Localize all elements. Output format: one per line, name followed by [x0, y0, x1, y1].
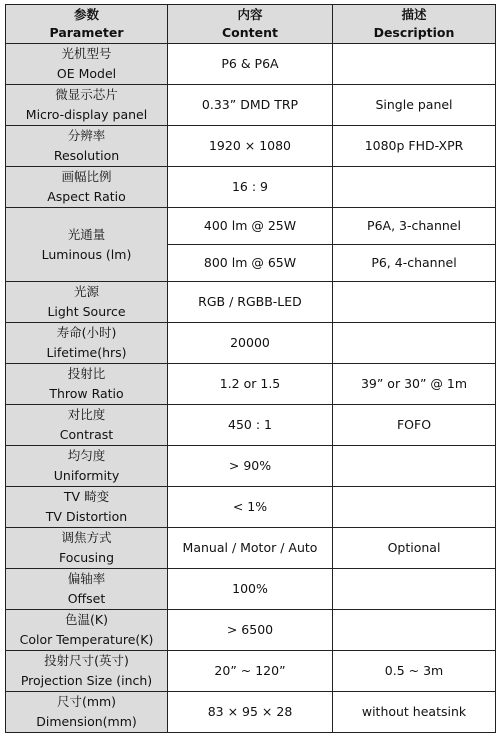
header-content-cn: 内容: [237, 7, 263, 22]
param-cn: 光源: [73, 284, 99, 299]
param-cn: 投射尺寸(英寸): [44, 653, 129, 668]
description-cell: [333, 167, 496, 208]
table-row: [6, 446, 496, 487]
param-en: Resolution: [53, 148, 120, 163]
content-cell: P6 & P6A: [168, 44, 333, 85]
content-cell: RGB / RGBB-LED: [168, 282, 333, 323]
table-row: [6, 487, 496, 528]
description-cell: Optional: [333, 528, 496, 569]
param-cn: 微显示芯片: [55, 87, 118, 102]
description-cell: [333, 282, 496, 323]
table-row: [6, 44, 496, 85]
content-cell: 800 lm @ 65W: [168, 245, 333, 282]
param-cn: 寿命(小时): [56, 325, 117, 340]
param-en: Throw Ratio: [49, 386, 124, 401]
table-row: [6, 282, 496, 323]
param-cn: TV 畸变: [63, 489, 110, 504]
param-cn: 调焦方式: [61, 530, 112, 545]
param-cn: 均匀度: [67, 448, 106, 463]
content-cell: < 1%: [168, 487, 333, 528]
param-cell: [6, 85, 168, 126]
param-en: Contrast: [59, 427, 114, 442]
param-cell: [6, 323, 168, 364]
content-cell: 20000: [168, 323, 333, 364]
content-cell: 16 : 9: [168, 167, 333, 208]
description-cell: [333, 446, 496, 487]
param-cell: [6, 446, 168, 487]
param-cn: 偏轴率: [67, 571, 106, 586]
param-en: Light Source: [47, 304, 126, 319]
content-cell: Manual / Motor / Auto: [168, 528, 333, 569]
table-row: [6, 569, 496, 610]
param-cell: [6, 692, 168, 733]
header-parameter-en: Parameter: [49, 25, 124, 40]
description-cell: 0.5 ~ 3m: [333, 651, 496, 692]
content-cell: 1920 × 1080: [168, 126, 333, 167]
table-row: [6, 167, 496, 208]
content-cell: > 90%: [168, 446, 333, 487]
table-header-row: [6, 5, 496, 44]
param-en: Lifetime(hrs): [46, 345, 127, 360]
param-cell: [6, 208, 168, 282]
param-cell: [6, 487, 168, 528]
description-cell: P6A, 3-channel: [333, 208, 496, 245]
header-description: [333, 5, 496, 44]
param-cn: 投射比: [67, 366, 106, 381]
header-content-en: Content: [222, 25, 278, 40]
description-cell: 39” or 30” @ 1m: [333, 364, 496, 405]
param-en: Dimension(mm): [36, 714, 137, 729]
param-cell: [6, 126, 168, 167]
content-cell: 1.2 or 1.5: [168, 364, 333, 405]
param-cn: 分辨率: [67, 128, 106, 143]
table-row: [6, 610, 496, 651]
param-en: Focusing: [58, 550, 115, 565]
header-description-cn: 描述: [401, 7, 427, 22]
param-cn: 尺寸(mm): [56, 694, 117, 709]
description-cell: 1080p FHD-XPR: [333, 126, 496, 167]
table-row: [6, 126, 496, 167]
content-cell: 20” ~ 120”: [168, 651, 333, 692]
content-cell: > 6500: [168, 610, 333, 651]
table-row: [6, 405, 496, 446]
param-cell: [6, 167, 168, 208]
table-row: [6, 692, 496, 733]
description-cell: [333, 44, 496, 85]
content-cell: 450 : 1: [168, 405, 333, 446]
table-row: [6, 85, 496, 126]
param-en: Offset: [67, 591, 106, 606]
description-cell: [333, 569, 496, 610]
description-cell: [333, 323, 496, 364]
table-row: [6, 528, 496, 569]
param-cell: [6, 569, 168, 610]
description-cell: without heatsink: [333, 692, 496, 733]
param-en: Color Temperature(K): [19, 632, 154, 647]
param-cell: [6, 651, 168, 692]
param-en: Aspect Ratio: [47, 189, 126, 204]
param-cn: 对比度: [67, 407, 106, 422]
param-cn: 光通量: [67, 226, 106, 242]
description-cell: FOFO: [333, 405, 496, 446]
param-en: Micro-display panel: [25, 107, 148, 122]
description-cell: [333, 487, 496, 528]
param-cn: 画幅比例: [61, 169, 112, 184]
param-en: Uniformity: [53, 468, 120, 483]
param-en: OE Model: [56, 66, 117, 81]
table-row: [6, 323, 496, 364]
header-content: [168, 5, 333, 44]
description-cell: P6, 4-channel: [333, 245, 496, 282]
param-en: TV Distortion: [45, 509, 128, 524]
header-parameter: [6, 5, 168, 44]
content-cell: 83 × 95 × 28: [168, 692, 333, 733]
param-cn: 色温(K): [65, 612, 108, 627]
param-cell: [6, 44, 168, 85]
param-en: Projection Size (inch): [20, 673, 153, 688]
header-parameter-cn: 参数: [73, 7, 99, 22]
param-cell: [6, 282, 168, 323]
spec-table: [5, 4, 496, 733]
param-cn: 光机型号: [61, 46, 112, 61]
description-cell: [333, 610, 496, 651]
content-cell: 0.33” DMD TRP: [168, 85, 333, 126]
param-cell: [6, 405, 168, 446]
param-cell: [6, 364, 168, 405]
param-cell: [6, 528, 168, 569]
content-cell: 400 lm @ 25W: [168, 208, 333, 245]
param-cell: [6, 610, 168, 651]
description-cell: Single panel: [333, 85, 496, 126]
content-cell: 100%: [168, 569, 333, 610]
header-description-en: Description: [373, 25, 455, 40]
table-row: [6, 364, 496, 405]
param-en: Luminous (lm): [41, 246, 132, 262]
table-row: [6, 651, 496, 692]
table-row: [6, 208, 496, 245]
